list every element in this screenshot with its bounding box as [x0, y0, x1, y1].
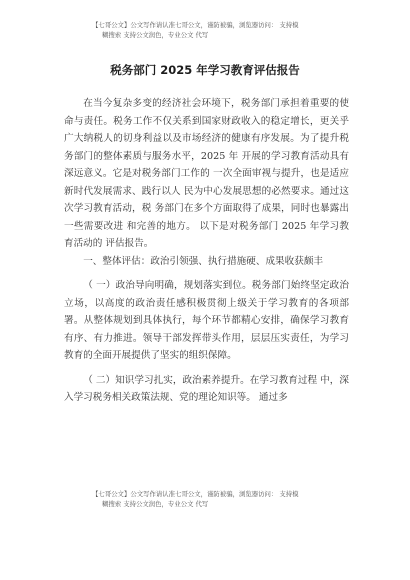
- document-title: 税务部门 2025 年学习教育评估报告: [110, 63, 300, 77]
- notice-bottom-line1: 【七哥公文】公文写作请认准七哥公文，谨防被骗，浏览器访问： 支持模: [92, 490, 299, 498]
- section-heading-1: 一、整体评估：政治引领强、执行措施硬、成果收获颇丰: [83, 255, 324, 267]
- notice-bottom-line2: 糊搜索 支持公文润色，专业公文 代写: [102, 499, 209, 508]
- document-body: [64, 95, 349, 407]
- watermark-notice-top: [92, 21, 342, 40]
- notice-top-line1: 【七哥公文】公文写作请认准七哥公文，谨防被骗，浏览器访问： 支持模: [92, 21, 299, 29]
- notice-top-line2: 糊搜索 支持公文润色，专业公文 代写: [102, 30, 209, 39]
- paragraph-intro: 在当今复杂多变的经济社会环境下，税务部门承担着重要的使命与责任。税务工作不仅关系到国家财政收入的稳定增长，更关乎广大纳税人的切身利益以及市场经济的健康有序发展。为了提升税务部门的整体素质与服务水平，2025 年 开展的学习教育活动具有深远意义。它是对税务部门工作的 一次全面审视与提升，也是适应新时代发展需求、践行以人 民为中心发展思想的必然要求。通过这次学习教育活动，税 务部门在多个方面取得了成果，同时也暴露出一些需要改进 和完善的地方。 以下是对税务部门 2025 年学习教育活动的 评估报告。: [64, 98, 349, 249]
- paragraph-section-1-2: （ 二）知识学习扎实，政治素养提升。在学习教育过程 中，深入学习税务相关政策法规、党的理论知识等。 通过多: [64, 374, 349, 403]
- watermark-notice-bottom: [92, 490, 342, 509]
- paragraph-section-1-1: （ 一）政治导向明确，规划落实到位。税务部门始终坚定政治立场，以高度的政治责任感积极贯彻上级关于学习教育的各项部署。从整体规划到具体执行，每个环节都精心安排，确保学习教育有序、有力推进。领导干部发挥带头作用，层层压实责任，为学习教育的全面开展提供了坚实的组织保障。: [64, 280, 349, 361]
